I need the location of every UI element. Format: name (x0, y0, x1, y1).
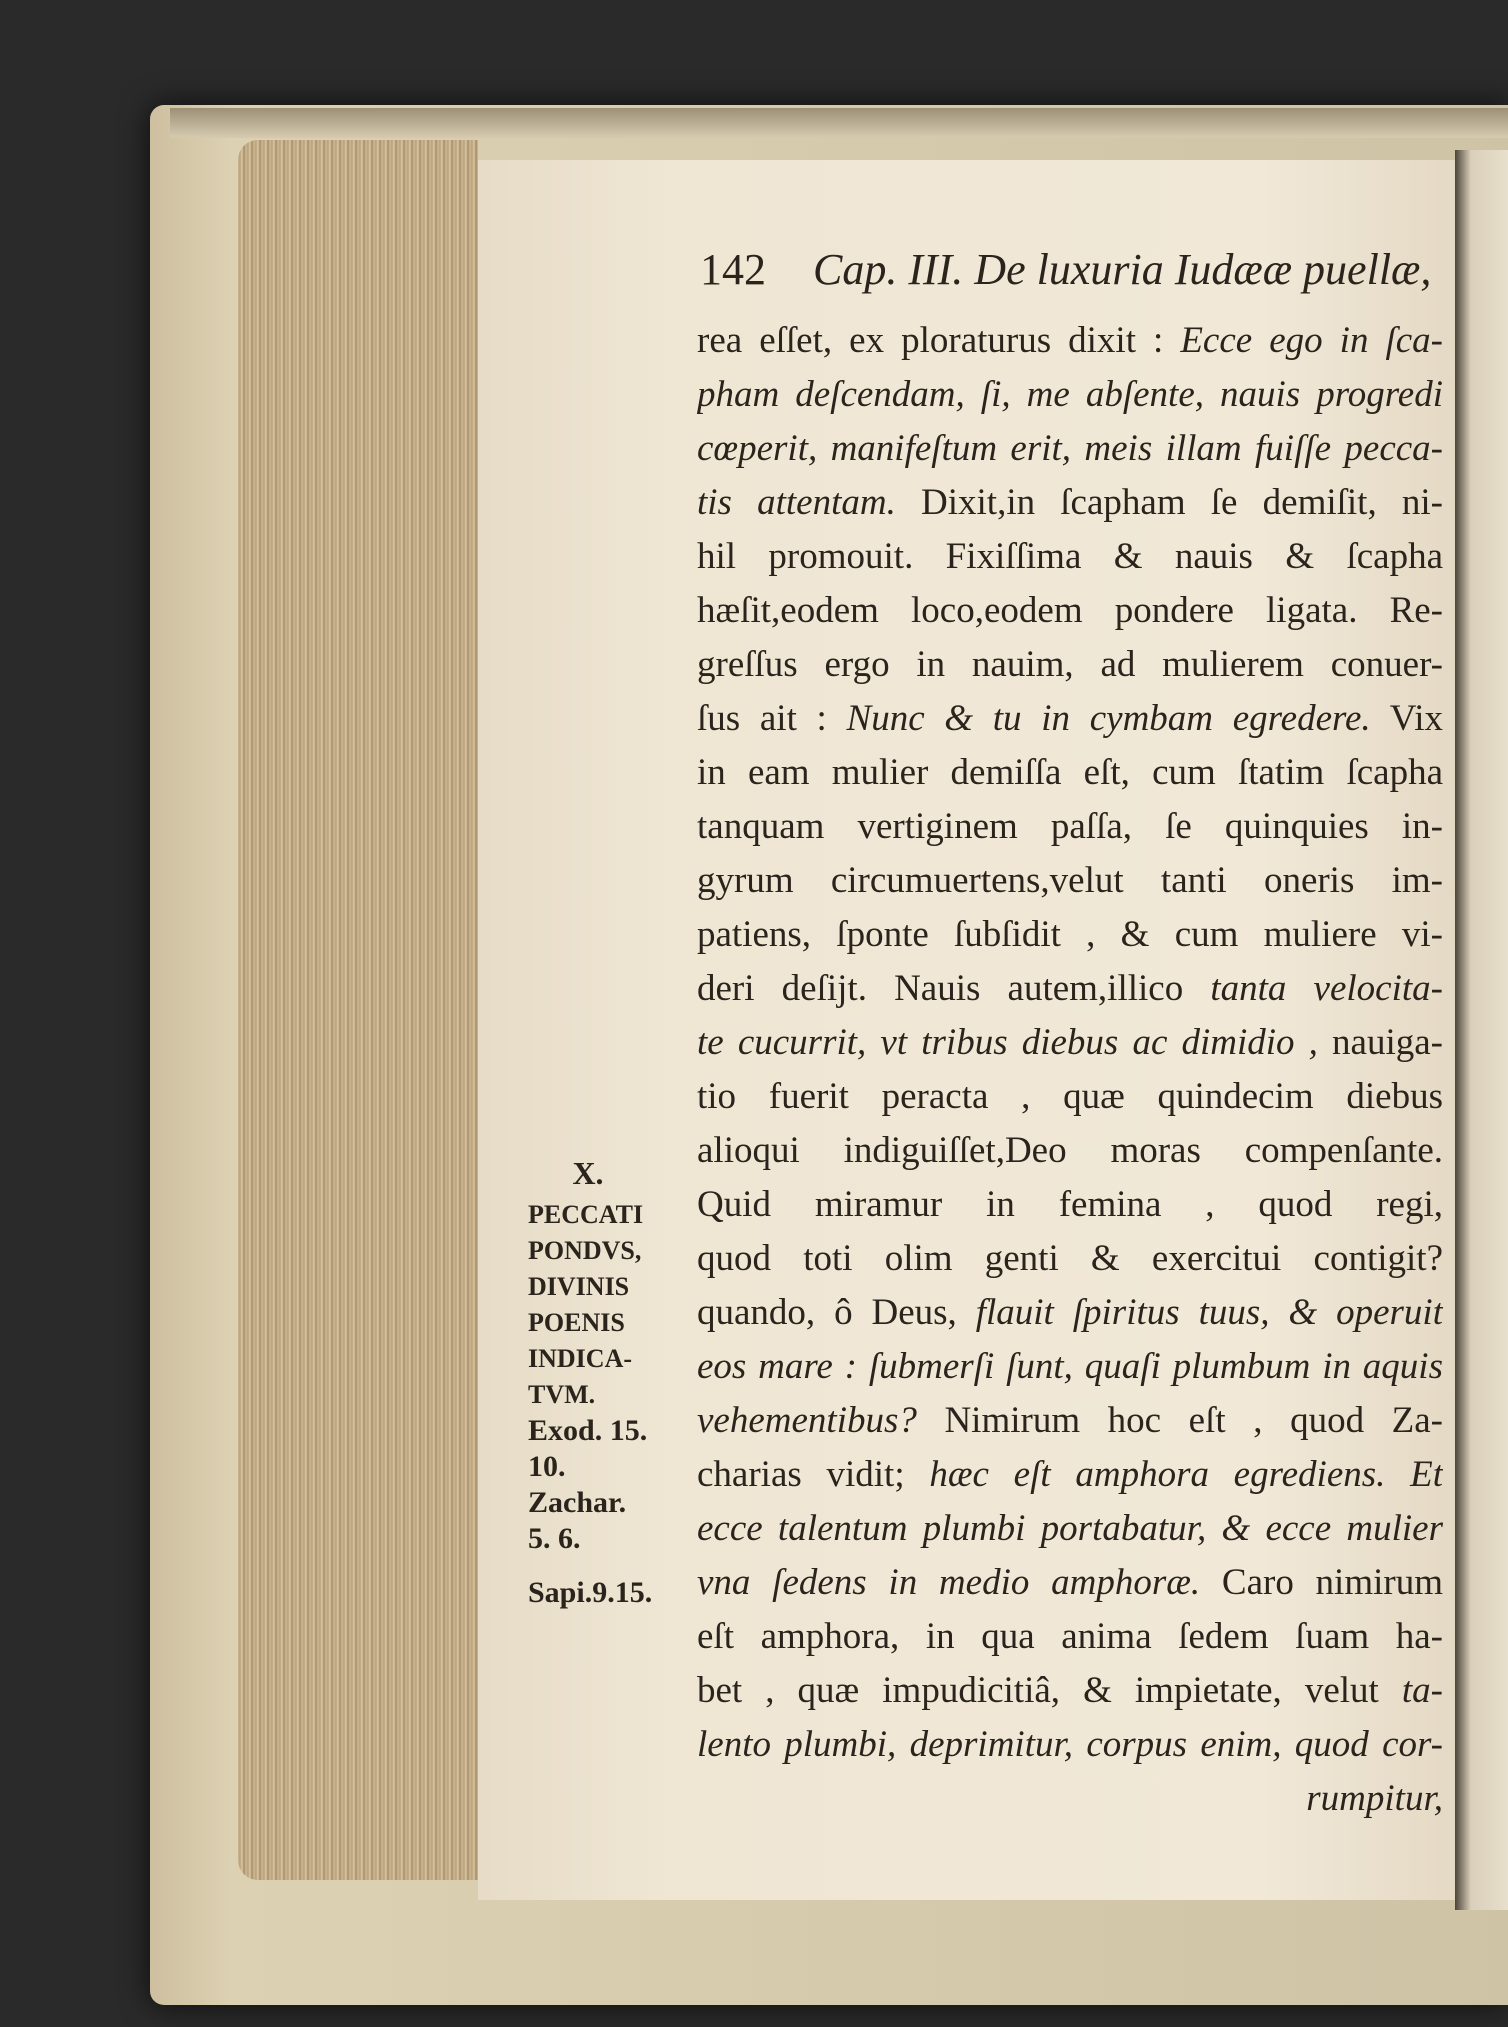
text-line (697, 314, 1443, 368)
scripture-reference: 10. (528, 1450, 566, 1483)
text-line (697, 1016, 1443, 1070)
text-line (697, 1394, 1443, 1448)
text-run: alioqui indiguiſſet,Deo moras compenſante. (697, 1130, 1443, 1171)
italic-text-run: eos mare : ſubmerſi ſunt, quaſi plumbum in aquis (697, 1346, 1443, 1387)
italic-text-run: te cucurrit, vt tribus diebus ac dimidio , (697, 1022, 1318, 1063)
italic-text-run: flauit ſpiritus tuus, & operuit (975, 1292, 1443, 1333)
text-line (697, 854, 1443, 908)
text-line (697, 1178, 1443, 1232)
text-run: Dixit,in ſcapham ſe demiſit, ni- (895, 482, 1443, 523)
text-line (697, 1448, 1443, 1502)
section-numeral: X. (572, 1155, 604, 1191)
italic-text-run: vehementibus? (697, 1400, 917, 1441)
text-run: quod toti olim genti & exercitui contigit? (697, 1238, 1443, 1279)
italic-text-run: hæc eſt amphora egrediens. Et (929, 1454, 1443, 1495)
scripture-reference: Exod. 15. (528, 1414, 648, 1447)
text-run: in eam mulier demiſſa eſt, cum ſtatim ſcapha (697, 752, 1443, 793)
text-line (697, 1556, 1443, 1610)
text-line (697, 800, 1443, 854)
running-header (700, 244, 1440, 295)
text-line (697, 908, 1443, 962)
text-run: eſt amphora, in qua anima ſedem ſuam ha- (697, 1616, 1443, 1657)
text-line (697, 584, 1443, 638)
text-line (697, 1502, 1443, 1556)
scripture-reference: Zachar. (528, 1486, 627, 1519)
text-line (697, 1340, 1443, 1394)
text-line (697, 476, 1443, 530)
text-line (697, 368, 1443, 422)
margin-notes (528, 1155, 688, 1611)
italic-text-run: Ecce ego in ſca- (1180, 320, 1443, 361)
italic-text-run: rumpitur, (1306, 1778, 1443, 1819)
text-run: hæſit,eodem loco,eodem pondere ligata. Re- (697, 590, 1443, 631)
text-line (697, 962, 1443, 1016)
text-run: tio fuerit peracta , quæ quindecim diebus (697, 1076, 1443, 1117)
text-line (697, 1232, 1443, 1286)
text-line (697, 1610, 1443, 1664)
text-run: hil promouit. Fixiſſima & nauis & ſcapha (697, 536, 1443, 577)
text-run: Nimirum hoc eſt , quod Za- (916, 1400, 1443, 1441)
text-run: Caro nimirum (1200, 1562, 1443, 1603)
text-run: charias vidit; (697, 1454, 930, 1495)
text-line (697, 1772, 1443, 1826)
italic-text-run: ecce talentum plumbi portabatur, & ecce mulier (697, 1508, 1443, 1549)
text-line (697, 422, 1443, 476)
scripture-reference: 5. 6. (528, 1522, 581, 1555)
italic-text-run: pham deſcendam, ſi, me abſente, nauis progredi (697, 374, 1443, 415)
text-line (697, 638, 1443, 692)
text-line (697, 1124, 1443, 1178)
text-run: gyrum circumuertens,velut tanti oneris im- (697, 860, 1443, 901)
text-run: rea eſſet, ex ploraturus dixit : (697, 320, 1181, 361)
page-number: 142 (700, 245, 766, 294)
text-run: greſſus ergo in nauim, ad mulierem conuer- (697, 644, 1443, 685)
scripture-reference: Sapi.9.15. (528, 1576, 653, 1609)
text-run: nauiga- (1317, 1022, 1443, 1063)
text-line (697, 746, 1443, 800)
italic-text-run: vna ſedens in medio amphoræ. (697, 1562, 1201, 1603)
italic-text-run: lento plumbi, deprimitur, corpus enim, quod cor- (697, 1724, 1443, 1765)
margin-note-line: INDICA- (528, 1344, 632, 1373)
text-run: quando, ô Deus, (697, 1292, 976, 1333)
text-run: bet , quæ impudicitiâ, & impietate, velut (697, 1670, 1402, 1711)
text-run: Quid miramur in femina , quod regi, (697, 1184, 1443, 1225)
text-run: patiens, ſponte ſubſidit , & cum muliere vi- (697, 914, 1443, 955)
text-run: tanquam vertiginem paſſa, ſe quinquies in- (697, 806, 1443, 847)
text-line (697, 692, 1443, 746)
margin-note-line: PECCATI (528, 1200, 644, 1229)
page-block-edge (238, 140, 478, 1880)
text-line (697, 1286, 1443, 1340)
text-line (697, 530, 1443, 584)
text-line (697, 1070, 1443, 1124)
margin-note-line: PONDVS, (528, 1236, 642, 1265)
text-run: ſus ait : (697, 698, 847, 739)
margin-note-line: TVM. (528, 1380, 596, 1409)
italic-text-run: tanta velocita- (1210, 968, 1443, 1009)
text-line (697, 1664, 1443, 1718)
margin-note-line: DIVINIS (528, 1272, 630, 1301)
text-run: deri deſijt. Nauis autem,illico (697, 968, 1211, 1009)
margin-note-line: POENIS (528, 1308, 625, 1337)
italic-text-run: Nunc & tu in cymbam egredere. (846, 698, 1371, 739)
main-text-block (697, 314, 1443, 1826)
italic-text-run: tis attentam. (697, 482, 896, 523)
text-line (697, 1718, 1443, 1772)
italic-text-run: ta- (1401, 1670, 1443, 1711)
facing-page-edge (1455, 150, 1508, 1910)
italic-text-run: cœperit, manifeſtum erit, meis illam fuiſſe pecca- (697, 428, 1443, 469)
book-cover-top-edge (170, 108, 1508, 138)
text-run: Vix (1370, 698, 1443, 739)
running-head-title: Cap. III. De luxuria Iudææ puellæ, (813, 245, 1432, 294)
